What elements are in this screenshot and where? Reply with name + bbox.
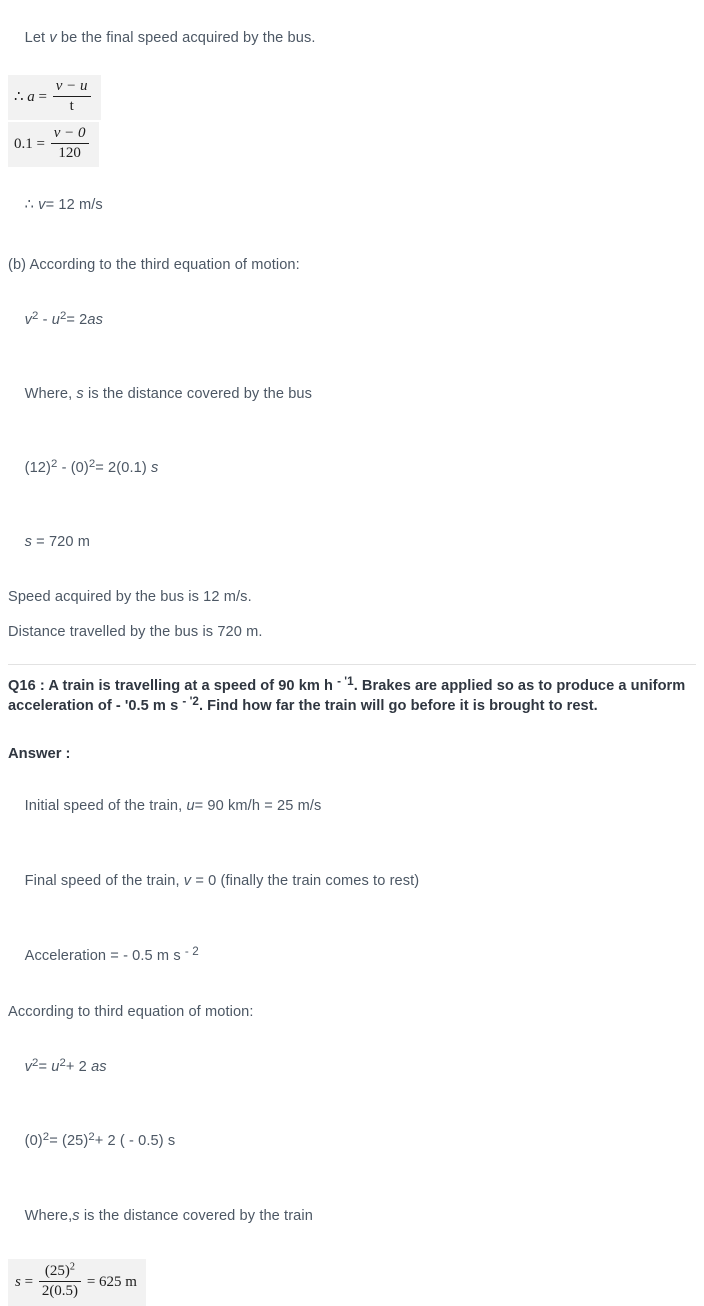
question16-line2-part2: . Find how far the train will go before it is brought to rest. (198, 697, 598, 714)
answer-substitution-rhs: + 2 ( - 0.5) s (94, 1132, 176, 1149)
where-suffix: is the distance covered by the bus (83, 385, 313, 402)
equation-substituted (8, 122, 99, 167)
answer-label: Answer : (8, 745, 71, 762)
answer-equation-u-exponent: 2 (59, 1056, 66, 1069)
acceleration-line (8, 927, 696, 986)
intro-line (8, 9, 696, 68)
part-b-solution (8, 513, 696, 572)
result-variable-v: v (38, 196, 46, 213)
result-value: = 12 m/s (45, 196, 103, 213)
answer-substitution (8, 1112, 696, 1171)
question16-section (0, 677, 704, 1306)
substituted-numerator: v − 0 (51, 125, 89, 144)
part-b-equation (8, 291, 696, 350)
therefore-symbol-result: ∴ (24, 196, 39, 213)
final-equation-result: = 625 m (83, 1273, 137, 1290)
acceleration-prefix: Acceleration = - 0.5 m s (24, 947, 185, 964)
question16-line1-part2: . Brakes are applied so as to produce a uniform (353, 678, 686, 695)
question16-line2-part1: acceleration of - '0.5 m s (8, 697, 183, 714)
answer-equation-v: v (24, 1058, 33, 1075)
substitution-first: (12) (24, 459, 51, 476)
answer-substitution-equals: = (49, 1132, 62, 1149)
answer-equation (8, 1038, 696, 1097)
equation-rhs-prefix: = 2 (66, 311, 88, 328)
substitution-minus: - (57, 459, 71, 476)
initial-speed-value: = 90 km/h = 25 m/s (194, 797, 322, 814)
substituted-fraction (51, 125, 89, 162)
equals-sign: = (34, 89, 51, 105)
final-speed-variable-v: v (183, 872, 192, 889)
question16-exponent-2: - '2 (182, 694, 199, 708)
final-equation-equals: = (20, 1273, 37, 1290)
final-speed-prefix: Final speed of the train, (24, 872, 184, 889)
solution-value: = 720 m (32, 533, 91, 550)
section-divider (8, 664, 696, 665)
answer-substitution-first-exponent: 2 (42, 1130, 50, 1143)
substitution-rhs: = 2(0.1) (95, 459, 151, 476)
answer-equation-rhs-as: as (91, 1058, 107, 1075)
therefore-symbol: ∴ (14, 89, 28, 105)
substituted-lhs: 0.1 (14, 136, 33, 152)
answer-where-line (8, 1187, 696, 1246)
equation-u-exponent: 2 (59, 309, 67, 322)
solution-variable-s: s (24, 533, 33, 550)
substitution-second-exponent: 2 (88, 457, 96, 470)
acceleration-lhs: a (27, 89, 35, 105)
solutions-page (0, 9, 704, 642)
substitution-rhs-s: s (150, 459, 159, 476)
final-equation-numerator-base: (25) (44, 1263, 70, 1279)
answer-where-variable-s: s (72, 1207, 80, 1224)
equation-u: u (51, 311, 60, 328)
substitution-first-exponent: 2 (50, 457, 58, 470)
substituted-denominator: 120 (58, 145, 81, 162)
question16-heading (8, 677, 696, 716)
substituted-equals: = (32, 136, 49, 152)
final-equation-fraction (39, 1263, 81, 1300)
acceleration-denominator: t (69, 98, 74, 115)
intro-variable-v: v (49, 29, 57, 46)
equation-minus: - (38, 311, 52, 328)
final-equation-row (8, 1259, 696, 1306)
answer-where-prefix: Where, (24, 1207, 73, 1224)
where-variable-s: s (76, 385, 84, 402)
answer-substitution-second-exponent: 2 (88, 1130, 95, 1143)
acceleration-fraction (53, 78, 91, 115)
question16-label: Q16 : (8, 678, 45, 695)
equation-v-exponent: 2 (32, 309, 39, 322)
final-equation-denominator: 2(0.5) (41, 1283, 79, 1299)
answer-substitution-first: (0) (24, 1132, 43, 1149)
answer-substitution-second: (25) (61, 1132, 89, 1149)
answer-equation-rhs: + 2 (65, 1058, 92, 1075)
final-speed-value: = 0 (finally the train comes to rest) (191, 872, 420, 889)
final-equation (8, 1259, 146, 1306)
answer-equation-equals: = (38, 1058, 52, 1075)
intro-text-before: Let (24, 29, 50, 46)
final-equation-lhs: s (15, 1273, 21, 1290)
question16-exponent-1: - '1 (337, 675, 354, 689)
equation-acceleration-row (8, 75, 696, 120)
third-equation-heading: According to third equation of motion: (8, 1004, 254, 1021)
final-equation-numerator (39, 1263, 81, 1282)
equation-substituted-row (8, 122, 696, 167)
equation-acceleration (8, 75, 101, 120)
part-b-heading: (b) According to the third equation of motion: (8, 257, 300, 274)
answer-equation-u: u (51, 1058, 60, 1075)
part-b-substitution (8, 439, 696, 498)
intro-text-after: be the final speed acquired by the bus. (56, 29, 316, 46)
equation-rhs-as: as (87, 311, 104, 328)
divider-wrap (0, 664, 704, 665)
answer-where-suffix: is the distance covered by the train (79, 1207, 313, 1224)
part-b-where-line (8, 365, 696, 424)
initial-speed-variable-u: u (186, 797, 195, 814)
equation-v: v (24, 311, 33, 328)
acceleration-numerator: v − u (53, 78, 91, 97)
result-speed-line (8, 176, 696, 235)
question16-line1-part1: A train is travelling at a speed of 90 km h (44, 678, 338, 695)
initial-speed-prefix: Initial speed of the train, (24, 797, 187, 814)
where-prefix: Where, (24, 385, 77, 402)
conclusion-distance: Distance travelled by the bus is 720 m. (8, 623, 263, 640)
substitution-second: (0) (70, 459, 89, 476)
initial-speed-line (8, 777, 696, 836)
final-equation-numerator-exponent: 2 (69, 1261, 75, 1273)
conclusion-speed: Speed acquired by the bus is 12 m/s. (8, 589, 252, 606)
final-speed-line (8, 852, 696, 911)
answer-equation-v-exponent: 2 (32, 1056, 39, 1069)
acceleration-exponent: - 2 (184, 944, 199, 958)
